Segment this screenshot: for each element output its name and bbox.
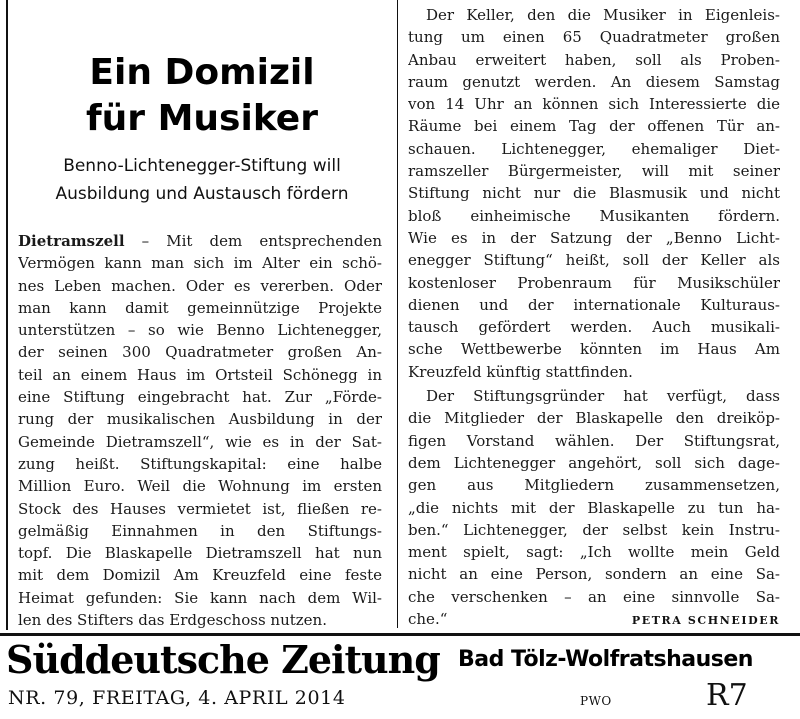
body-line: Kreuzfeld künftig stattfinden. <box>408 362 633 381</box>
headline-line-2: für Musiker <box>86 98 318 139</box>
regional-edition: Bad Tölz-Wolfratshausen <box>458 647 753 672</box>
closing-line <box>408 608 780 632</box>
body-line: ben.“ Lichtenegger, der selbst kein Instru- <box>408 520 780 539</box>
body-line: bloß einheimische Musikanten fördern. <box>408 206 780 225</box>
body-line: Stiftung nicht nur die Blasmusik und nicht <box>408 184 780 203</box>
body-line: kostenloser Probenraum für Musikschüler <box>408 273 780 292</box>
body-line: Gemeinde Dietramszell“, wie es in der Sat- <box>18 432 382 451</box>
body-line: rung der musikalischen Ausbildung in der <box>18 410 382 429</box>
headline-line-1: Ein Domizil <box>89 52 315 93</box>
body-line: Stock des Hauses vermietet ist, fließen re- <box>18 499 382 518</box>
body-line: che verschenken – an eine sinnvolle Sa- <box>408 587 780 606</box>
article-subheadline <box>20 152 384 208</box>
body-line <box>18 230 382 252</box>
body-line: der seinen 300 Quadratmeter großen An- <box>18 343 382 362</box>
dateline-continuation: – Mit dem entsprechenden <box>124 232 382 250</box>
footer-rule <box>0 633 800 636</box>
body-line: man kann damit gemeinnützige Projekte <box>18 298 382 317</box>
body-line: tausch gefördert werden. Auch musikali- <box>408 318 780 337</box>
subheadline-line-1: Benno-Lichtenegger-Stiftung will <box>63 156 341 176</box>
body-line: Wie es in der Satzung der „Benno Licht- <box>408 228 780 247</box>
body-line: ment spielt, sagt: „Ich wollte mein Geld <box>408 543 780 562</box>
dateline: Dietramszell <box>18 232 125 250</box>
body-line: tung um einen 65 Quadratmeter großen <box>408 28 780 47</box>
body-line: schauen. Lichtenegger, ehemaliger Diet- <box>408 139 780 158</box>
body-line: gen aus Mitgliedern zusammensetzen, <box>408 476 780 495</box>
article-headline <box>20 50 384 142</box>
body-line: gelmäßig Einnahmen in den Stiftungs- <box>18 521 382 540</box>
body-line: nicht an eine Person, sondern an eine Sa- <box>408 565 780 584</box>
body-line: ramszeller Bürgermeister, will mit seiner <box>408 162 780 181</box>
edition-code: PWO <box>580 694 612 708</box>
body-line: teil an einem Haus im Ortsteil Schönegg in <box>18 365 382 384</box>
body-line: figen Vorstand wählen. Der Stiftungsrat, <box>408 431 780 450</box>
body-line: zung heißt. Stiftungskapital: eine halbe <box>18 454 382 473</box>
body-line: Anbau erweitert haben, soll als Proben- <box>408 50 780 69</box>
body-line: unterstützen – so wie Benno Lichtenegger, <box>18 321 382 340</box>
body-line: mit dem Domizil Am Kreuzfeld eine feste <box>18 566 382 585</box>
body-line: Der Stiftungsgründer hat verfügt, dass <box>426 387 780 406</box>
body-line: von 14 Uhr an können sich Interessierte die <box>408 95 780 114</box>
body-line: len des Stifters das Erdgeschoss nutzen. <box>18 611 327 630</box>
body-line: Der Keller, den die Musiker in Eigenleis- <box>426 6 780 24</box>
body-line: Räume bei einem Tag der offenen Tür an- <box>408 117 780 136</box>
body-line: dienen und der internationale Kulturaus- <box>408 295 780 314</box>
body-line: Vermögen kann man sich im Alter ein schö- <box>18 254 382 273</box>
body-line: Million Euro. Weil die Wohnung im ersten <box>18 477 382 496</box>
page-number: R7 <box>706 678 748 713</box>
author-byline: PETRA SCHNEIDER <box>631 614 780 628</box>
final-text-line: che.“ <box>408 610 448 629</box>
left-body-text <box>18 230 382 631</box>
body-line: die Mitglieder der Blaskapelle den dreiköp- <box>408 409 780 428</box>
subheadline-line-2: Ausbildung und Austausch fördern <box>55 184 349 204</box>
column-divider <box>397 0 398 628</box>
body-line: nes Leben machen. Oder es vererben. Oder <box>18 276 382 295</box>
body-line: „die nichts mit der Blaskapelle zu tun ha- <box>408 498 780 517</box>
issue-date: NR. 79, FREITAG, 4. APRIL 2014 <box>8 687 346 709</box>
body-line: enegger Stiftung“ heißt, soll der Keller als <box>408 251 780 270</box>
right-paragraph-2 <box>408 385 780 632</box>
body-line: Heimat gefunden: Sie kann nach dem Wil- <box>18 588 382 607</box>
body-line: eine Stiftung eingebracht hat. Zur „Förde- <box>18 388 382 407</box>
body-line: topf. Die Blaskapelle Dietramszell hat nun <box>18 544 382 563</box>
body-line: raum genutzt werden. An diesem Samstag <box>408 72 780 91</box>
right-column <box>408 4 780 632</box>
body-line: sche Wettbewerbe könnten im Haus Am <box>408 340 780 359</box>
body-line: dem Lichtenegger angehört, soll sich dage- <box>408 453 780 472</box>
newspaper-masthead: Süddeutsche Zeitung <box>6 637 440 682</box>
right-paragraph-1 <box>408 4 780 383</box>
